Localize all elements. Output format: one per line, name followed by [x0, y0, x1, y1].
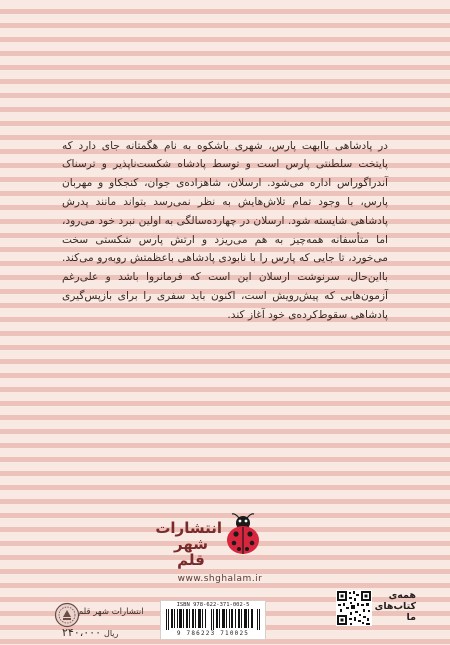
qr-code-icon	[336, 590, 372, 626]
price-tag	[62, 626, 118, 639]
publisher-seal-icon	[54, 602, 80, 628]
publisher-name: انتشارات شهر قلم	[78, 607, 144, 617]
publisher-website: www.shghalam.ir	[177, 574, 263, 584]
price-amount: ۲۴۰،۰۰۰	[62, 626, 101, 639]
ladybug-icon	[222, 512, 264, 556]
publisher-logo	[155, 512, 280, 602]
barcode-icon	[166, 609, 260, 630]
series-label: همه‌ی کتاب‌های ما	[374, 590, 416, 623]
isbn-barcode	[160, 600, 266, 640]
barcode-digits: 9 786223 710025	[176, 630, 250, 637]
series-qr-block	[336, 590, 416, 630]
price-unit: ریال	[104, 629, 119, 638]
logo-text: انتشارات شهر قلم	[155, 519, 222, 569]
isbn-text: ISBN 978-622-371-002-5	[176, 602, 250, 608]
book-blurb: در پادشاهی باابهت پارس، شهری باشکوه به نام هگمتانه جای دارد که پایتخت سلطنتی پارس است و توسط پادشاه شکست‌ناپذیر و ترسناک آندراگوراس اداره می‌شود. ارسلان، شاهزاده‌ی جوان، کنجکاو و مهربان پارس، با وجود تمام تلاش‌هایش به نظر نمی‌رسد بتواند مانند پدرش پادشاهی شایسته شود. ارسلان در چهارده‌سالگی به اولین نبرد خود می‌رود، اما متأسفانه همه‌چیز به هم می‌ریزد و ارتش پارس شکستی سخت می‌خورد، تا جایی که پارس را با نابودی پادشاهی باعظمتش روبه‌رو می‌کند. بااین‌حال، سرنوشت ارسلان این است که فرمانروا باشد و علی‌رغم آزمون‌هایی که پیش‌رویش است، اکنون باید سفری را برای بازپس‌گیری پادشاهی سقوط‌کرده‌ی خود آغاز کند.	[62, 139, 388, 321]
